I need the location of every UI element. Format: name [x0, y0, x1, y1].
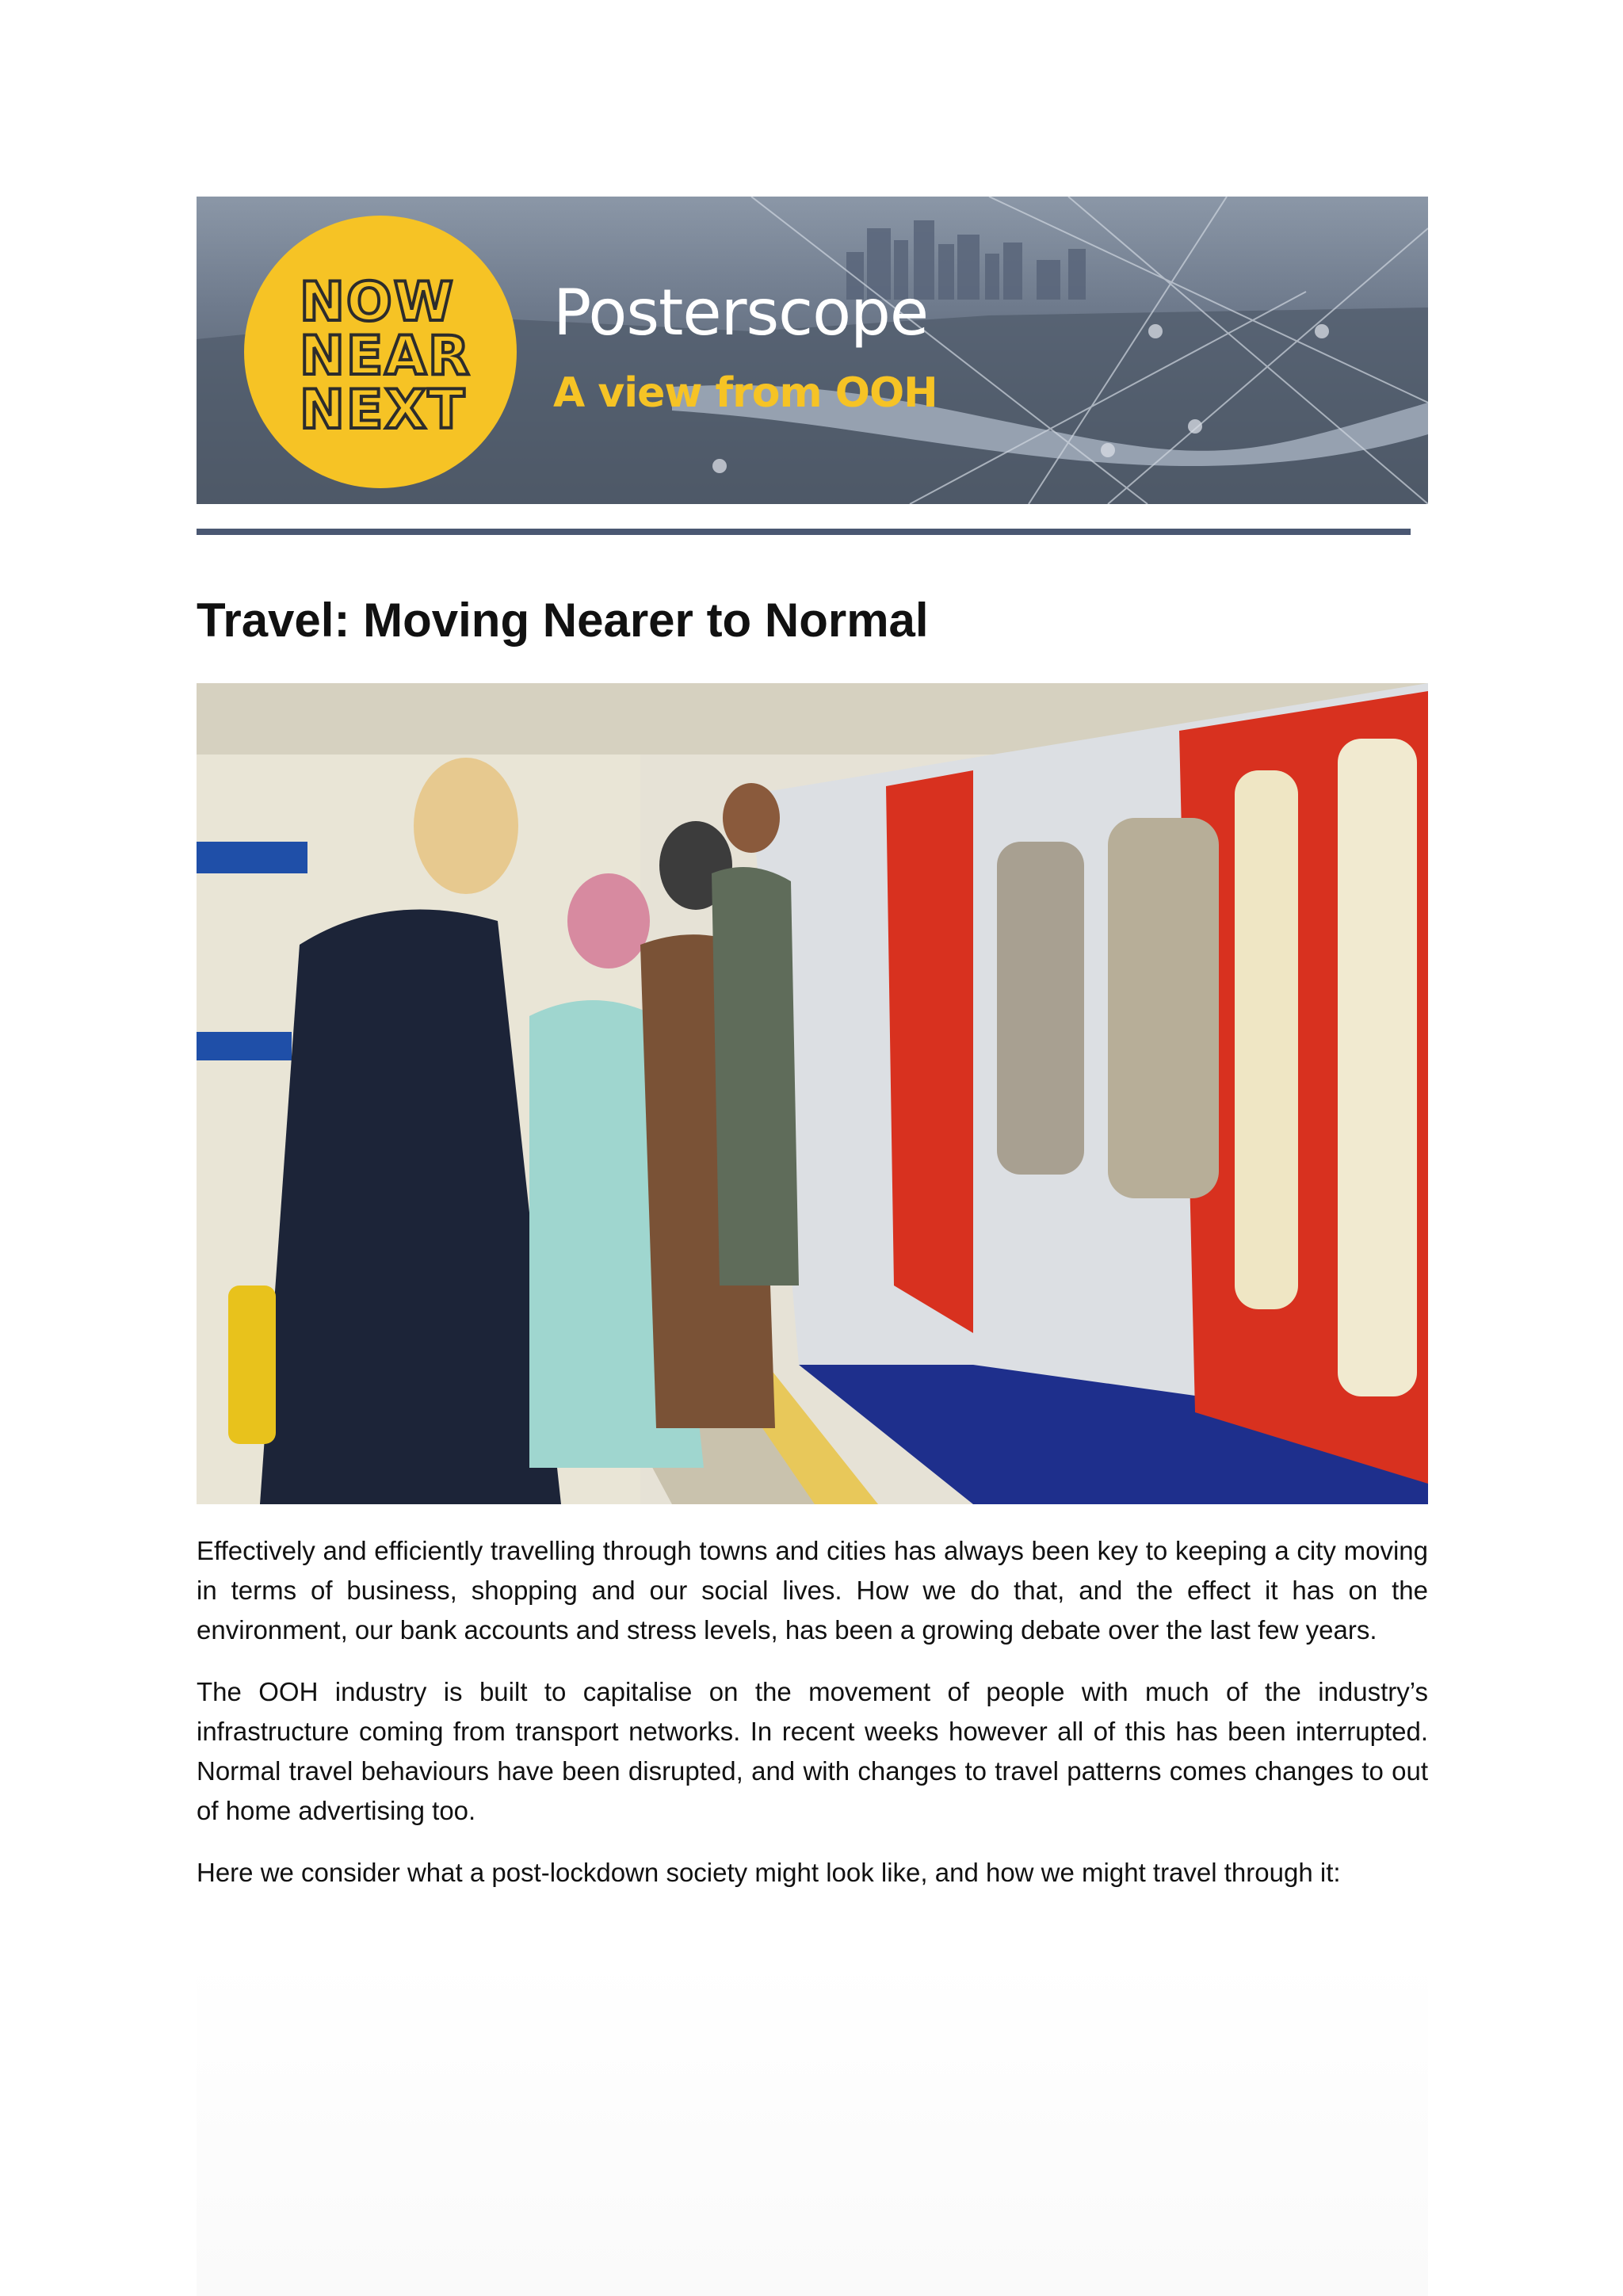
article-paragraph: The OOH industry is built to capitalise on the movement of people with much of the industry’s infrastructure coming from transport networks. In recent weeks however all of this has been interrupted. Normal travel behaviours have been disrupted, and with changes to travel patterns comes changes to out of home advertising too. [197, 1677, 1428, 1825]
brand-tagline: A view from OOH [553, 369, 938, 417]
commuters-platform-photo [197, 683, 1428, 1504]
article-body [197, 1531, 1428, 1915]
article-title: Travel: Moving Nearer to Normal [197, 594, 929, 647]
brand-name: Posterscope [553, 276, 929, 350]
now-near-next-logo-text: NOW NEAR NEXT [300, 271, 472, 441]
article-paragraph: Here we consider what a post-lockdown society might look like, and how we might travel through it: [197, 1858, 1341, 1887]
header-divider [197, 529, 1411, 535]
header-banner [197, 197, 1428, 504]
article-paragraph: Effectively and efficiently travelling through towns and cities has always been key to keeping a city moving in terms of business, shopping and our social lives. How we do that, and the effect it has on the environment, our bank accounts and stress levels, has been a growing debate over the last few years. [197, 1536, 1428, 1645]
page-background-fade [197, 1958, 1428, 2296]
